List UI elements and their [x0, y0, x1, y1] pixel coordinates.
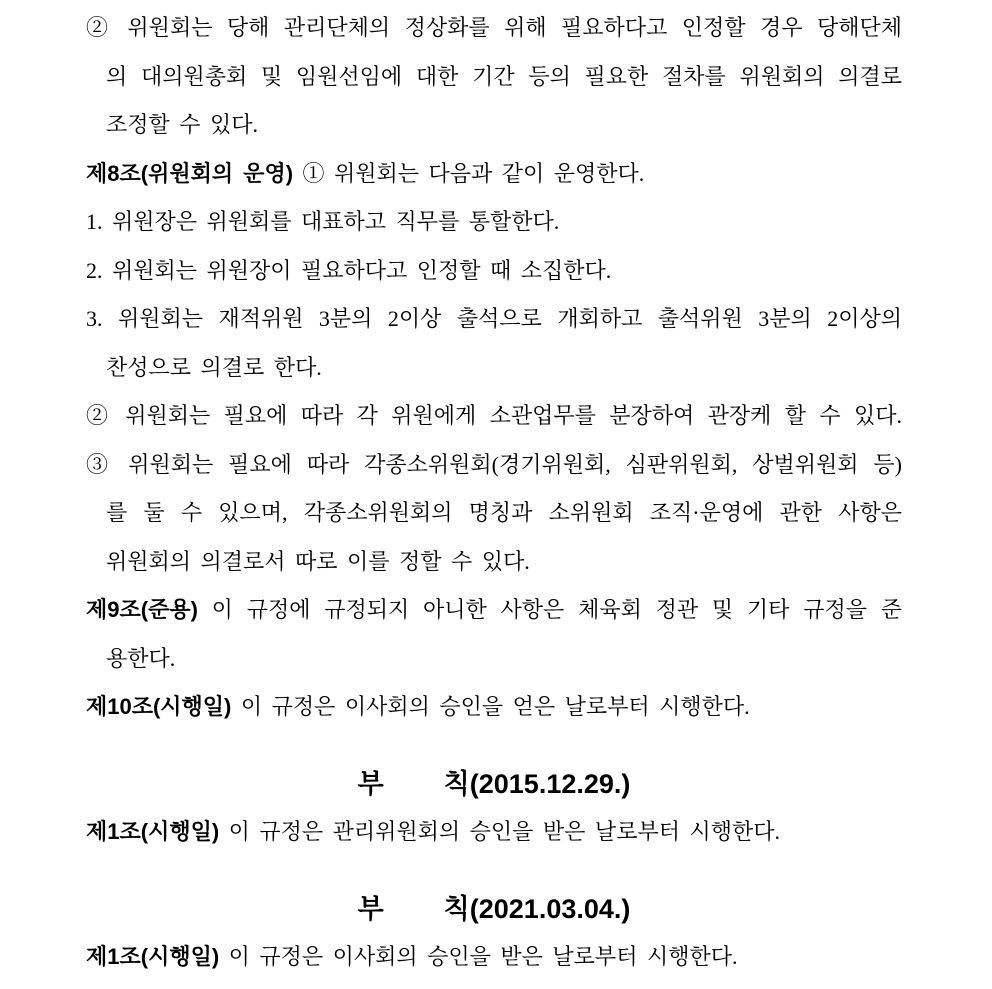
body-text: 찬성으로 의결로 한다.: [106, 354, 322, 380]
text-line: [86, 198, 902, 247]
text-line: [86, 808, 902, 857]
body-text: ① 위원회는 다음과 같이 운영한다.: [293, 160, 645, 186]
text-line: [86, 586, 902, 635]
text-line: [86, 295, 902, 344]
body-text: 이 규정은 관리위원회의 승인을 받은 날로부터 시행한다.: [219, 819, 780, 844]
article-heading-text: 제1조(시행일): [86, 819, 220, 844]
text-line: [86, 101, 902, 150]
article-heading-text: 부 칙(2021.03.04.): [357, 893, 631, 924]
body-text: ② 위원회는 필요에 따라 각 위원에게 소관업무를 분장하여 관장케 할 수 있다.: [86, 403, 902, 428]
body-text: 용한다.: [106, 645, 176, 671]
text-line: [86, 635, 902, 684]
body-text: 위원회의 의결로서 따로 이를 정할 수 있다.: [106, 548, 530, 574]
body-text: 1. 위원장은 위원회를 대표하고 직무를 통할한다.: [86, 209, 560, 234]
article-heading-text: 제8조(위원회의 운영): [86, 160, 294, 186]
body-text: 이 규정에 규정되지 아니한 사항은 체육회 정관 및 기타 규정을 준: [197, 597, 902, 622]
text-line: [86, 933, 902, 982]
text-line: [86, 53, 902, 102]
text-line: [86, 4, 902, 53]
body-text: 조정할 수 있다.: [106, 112, 259, 137]
body-text: ③ 위원회는 필요에 따라 각종소위원회(경기위원회, 심판위원회, 상벌위원회 등): [86, 451, 902, 477]
text-line: [86, 247, 902, 296]
body-text: 2. 위원회는 위원장이 필요하다고 인정할 때 소집한다.: [86, 257, 612, 283]
addendum-heading: [86, 885, 902, 934]
article-heading-text: 부 칙(2015.12.29.): [357, 768, 631, 799]
addendum-heading: [86, 760, 902, 809]
text-line: [86, 392, 902, 441]
text-line: [86, 538, 902, 587]
body-text: 의 대의원총회 및 임원선임에 대한 기간 등의 필요한 절차를 위원회의 의결로: [106, 63, 902, 89]
body-text: 3. 위원회는 재적위원 3분의 2이상 출석으로 개회하고 출석위원 3분의 2이상의: [86, 306, 902, 331]
text-line: [86, 489, 902, 538]
body-text: ② 위원회는 당해 관리단체의 정상화를 위해 필요하다고 인정할 경우 당해단체: [86, 15, 902, 40]
text-line: [86, 344, 902, 393]
article-heading-text: 제9조(준용): [86, 597, 198, 622]
text-line: [86, 683, 902, 732]
text-line: [86, 441, 902, 490]
body-text: 이 규정은 이사회의 승인을 받은 날로부터 시행한다.: [219, 944, 738, 969]
article-heading-text: 제1조(시행일): [86, 944, 220, 969]
body-text: 를 둘 수 있으며, 각종소위원회의 명칭과 소위원회 조직·운영에 관한 사항은: [106, 500, 902, 525]
text-line: [86, 150, 902, 199]
body-text: 이 규정은 이사회의 승인을 얻은 날로부터 시행한다.: [231, 694, 750, 719]
article-heading-text: 제10조(시행일): [86, 694, 232, 719]
